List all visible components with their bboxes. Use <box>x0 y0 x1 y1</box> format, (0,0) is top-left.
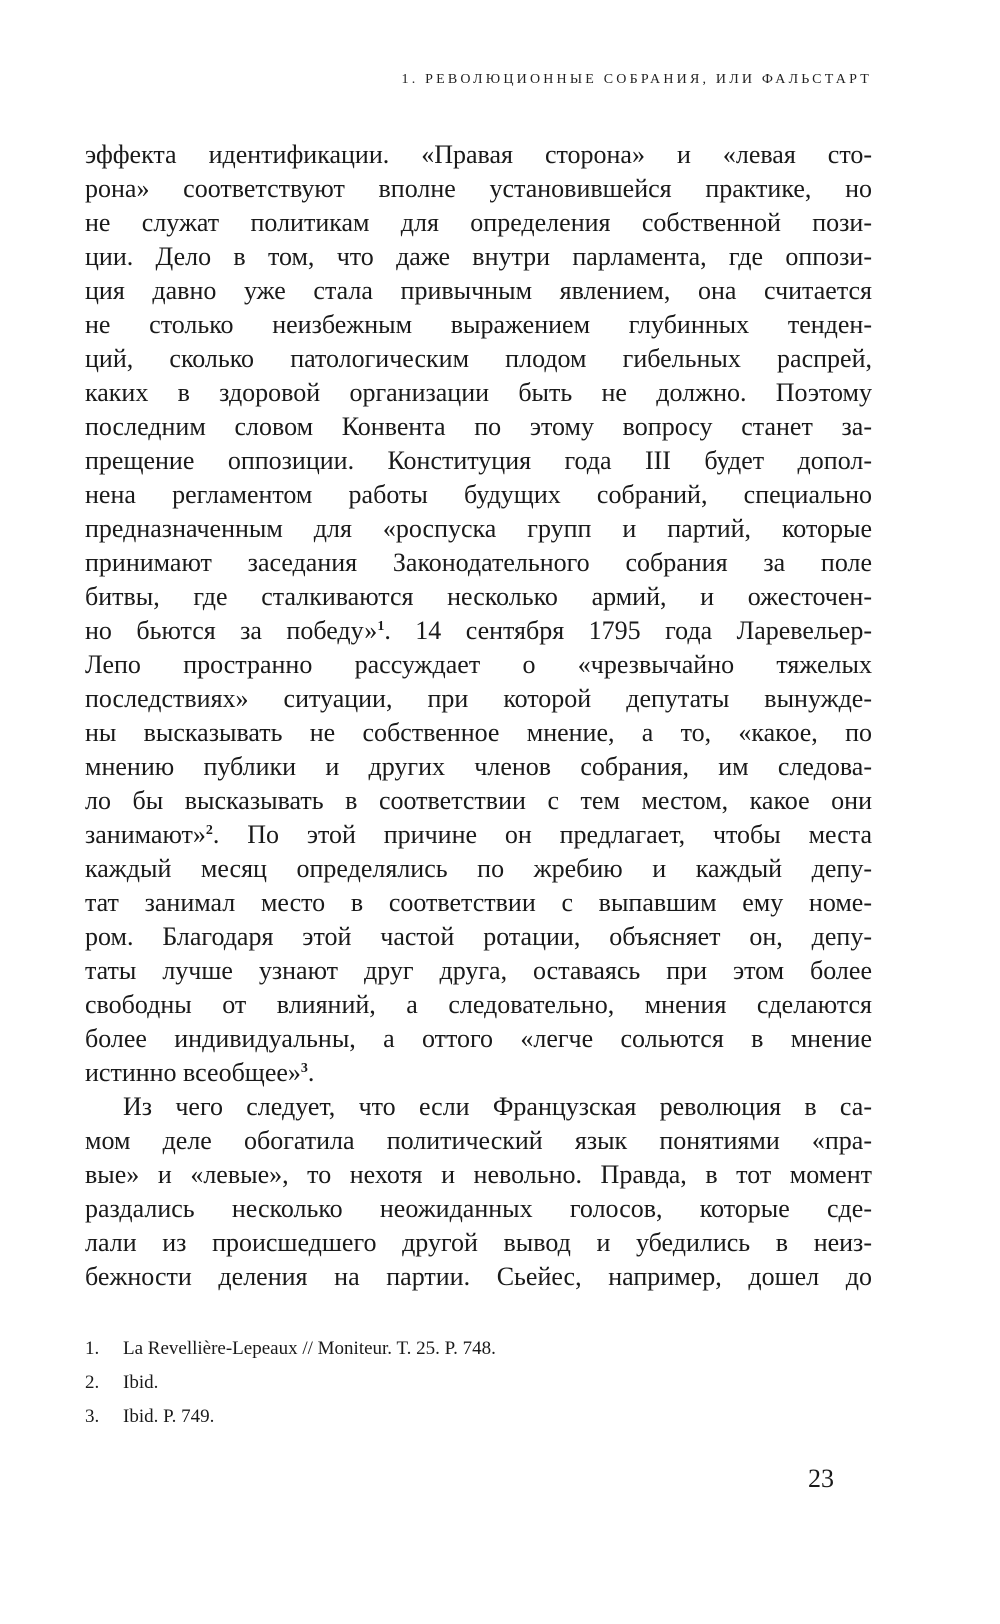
text-run: раздались несколько неожиданных голосов, которые сде- <box>85 1194 872 1223</box>
text-run: ции. Дело в том, что даже внутри парламента, где оппози- <box>85 242 872 271</box>
text-run: истинно всеобщее» <box>85 1058 301 1087</box>
footnote-text: Ibid. P. 749. <box>123 1406 215 1427</box>
text-line <box>85 1260 872 1294</box>
footnote <box>85 1332 496 1366</box>
text-run: ны высказывать не собственное мнение, а то, «какое, по <box>85 718 872 747</box>
text-run: бежности деления на партии. Сьейес, например, дошел до <box>85 1262 872 1291</box>
text-run: . <box>307 1058 315 1087</box>
footnote-reference[interactable]: 3 <box>300 1061 308 1076</box>
text-run: битвы, где сталкиваются несколько армий, и ожесточен- <box>85 582 872 611</box>
text-run: тат занимал место в соответствии с выпавшим ему номе- <box>85 888 872 917</box>
text-line <box>85 308 872 342</box>
text-line <box>85 648 872 682</box>
text-line <box>85 954 872 988</box>
text-line <box>85 376 872 410</box>
text-run: не служат политикам для определения собственной пози- <box>85 208 872 237</box>
footnote-reference[interactable]: 2 <box>205 823 213 838</box>
text-run: эффекта идентификации. «Правая сторона» и «левая сто- <box>85 140 872 169</box>
text-run: предназначенным для «роспуска групп и партий, которые <box>85 514 872 543</box>
text-run: прещение оппозиции. Конституция года III будет допол- <box>85 446 872 475</box>
footnotes <box>85 1332 496 1434</box>
text-line <box>85 274 872 308</box>
text-line <box>85 614 872 648</box>
text-line <box>85 988 872 1022</box>
paragraph <box>85 1090 872 1294</box>
running-header: 1. РЕВОЛЮЦИОННЫЕ СОБРАНИЯ, ИЛИ ФАЛЬСТАРТ <box>401 72 872 87</box>
text-line <box>85 1090 872 1124</box>
text-run: Из чего следует, что если Французская революция в са- <box>123 1092 872 1121</box>
text-line <box>85 342 872 376</box>
text-line <box>85 1124 872 1158</box>
text-run: ло бы высказывать в соответствии с тем местом, какое они <box>85 786 872 815</box>
footnote-number: 2. <box>85 1372 100 1393</box>
text-line <box>85 750 872 784</box>
text-run: не столько неизбежным выражением глубинных тенден- <box>85 310 872 339</box>
paragraph <box>85 138 872 1090</box>
footnote <box>85 1366 496 1400</box>
text-line <box>85 818 872 852</box>
text-run: мнению публики и других членов собрания, им следова- <box>85 752 872 781</box>
body-text <box>85 138 872 1294</box>
text-run: ром. Благодаря этой частой ротации, объясняет он, депу- <box>85 922 872 951</box>
footnote-text: La Revellière-Lepeaux // Moniteur. T. 25. P. 748. <box>123 1338 496 1359</box>
footnote-number: 3. <box>85 1406 100 1427</box>
text-run: более индивидуальны, а оттого «легче сольются в мнение <box>85 1024 872 1053</box>
text-line <box>85 546 872 580</box>
text-run: последним словом Конвента по этому вопросу станет за- <box>85 412 872 441</box>
text-run: таты лучше узнают друг друга, оставаясь при этом более <box>85 956 872 985</box>
text-line <box>85 716 872 750</box>
footnote-reference[interactable]: 1 <box>377 619 385 634</box>
text-run: принимают заседания Законодательного собрания за поле <box>85 548 872 577</box>
text-line <box>85 410 872 444</box>
text-run: свободны от влияний, а следовательно, мнения сделаются <box>85 990 872 1019</box>
text-line <box>85 512 872 546</box>
text-run: . 14 сентября 1795 года Ларевельер- <box>384 616 872 645</box>
text-run: Лепо пространно рассуждает о «чрезвычайно тяжелых <box>85 650 872 679</box>
text-line <box>85 580 872 614</box>
footnote-text: Ibid. <box>123 1372 159 1393</box>
text-run: но бьются за победу» <box>85 616 378 645</box>
text-line <box>85 478 872 512</box>
text-run: каждый месяц определялись по жребию и каждый депу- <box>85 854 872 883</box>
text-line <box>85 886 872 920</box>
text-line <box>85 920 872 954</box>
text-run: . По этой причине он предлагает, чтобы места <box>212 820 872 849</box>
text-line <box>85 1158 872 1192</box>
text-line <box>85 1226 872 1260</box>
text-run: ция давно уже стала привычным явлением, она считается <box>85 276 872 305</box>
text-run: рона» соответствуют вполне установившейся практике, но <box>85 174 872 203</box>
footnote-number: 1. <box>85 1338 100 1359</box>
text-line <box>85 138 872 172</box>
text-line <box>85 1022 872 1056</box>
page-number: 23 <box>808 1464 834 1493</box>
footnote <box>85 1400 496 1434</box>
text-run: вые» и «левые», то нехотя и невольно. Правда, в тот момент <box>85 1160 872 1189</box>
text-line <box>85 444 872 478</box>
text-run: каких в здоровой организации быть не должно. Поэтому <box>85 378 872 407</box>
text-line <box>85 1192 872 1226</box>
text-run: занимают» <box>85 820 206 849</box>
text-line <box>85 852 872 886</box>
text-line <box>85 784 872 818</box>
text-line <box>85 172 872 206</box>
text-line <box>85 1056 872 1090</box>
text-run: ций, сколько патологическим плодом гибельных распрей, <box>85 344 872 373</box>
text-run: лали из происшедшего другой вывод и убедились в неиз- <box>85 1228 872 1257</box>
text-run: мом деле обогатила политический язык понятиями «пра- <box>85 1126 872 1155</box>
text-run: нена регламентом работы будущих собраний, специально <box>85 480 872 509</box>
text-run: последствиях» ситуации, при которой депутаты вынужде- <box>85 684 872 713</box>
text-line <box>85 682 872 716</box>
text-line <box>85 206 872 240</box>
text-line <box>85 240 872 274</box>
